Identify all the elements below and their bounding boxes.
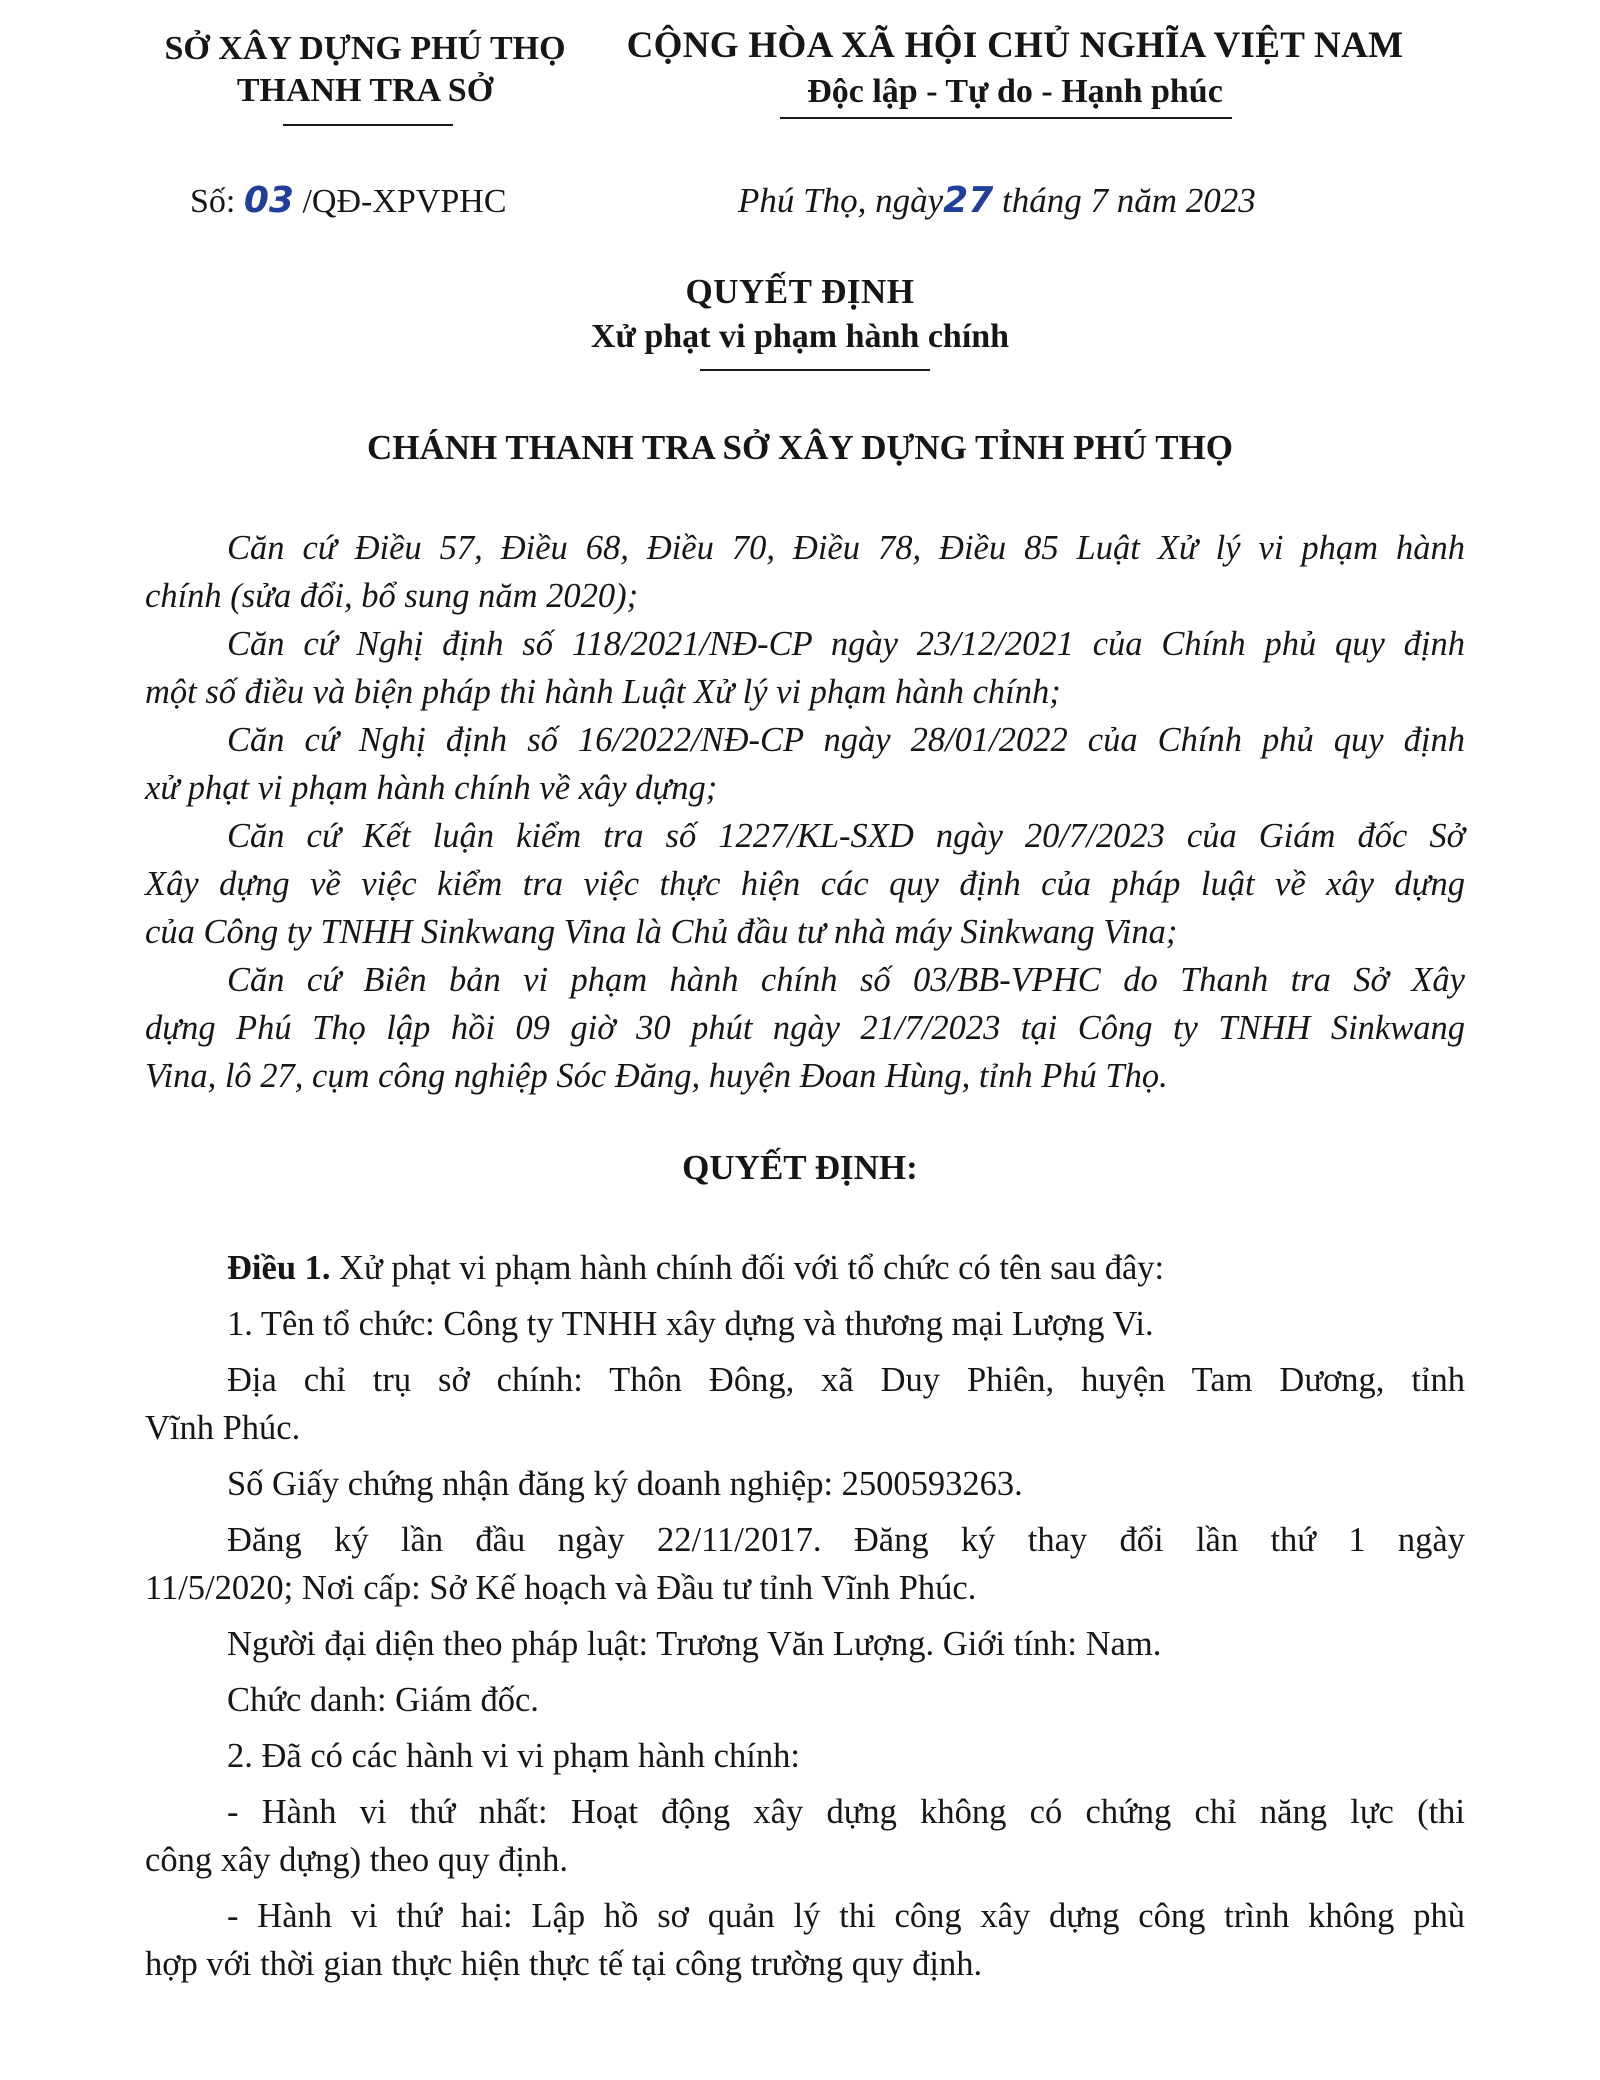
registration-line2: 11/5/2020; Nơi cấp: Sở Kế hoạch và Đầu tư tỉnh Vĩnh Phúc. [145, 1569, 977, 1607]
date-handwritten-day: 27 [943, 180, 994, 221]
legal-representative: Người đại diện theo pháp luật: Trương Văn Lượng. Giới tính: Nam. [227, 1625, 1162, 1663]
reference-number [190, 180, 507, 221]
title-underline [700, 369, 930, 371]
date-suffix: tháng 7 năm 2023 [1002, 181, 1256, 220]
reference-suffix: /QĐ-XPVPHC [302, 183, 507, 220]
document-title: QUYẾT ĐỊNH [685, 272, 915, 311]
violation-1-line2: công xây dựng) theo quy định. [145, 1841, 569, 1879]
legal-basis-5-line1: Căn cứ Biên bản vi phạm hành chính số 03/BB-VPHC do Thanh tra Sở Xây [227, 961, 1465, 999]
legal-basis-1-line2: chính (sửa đổi, bổ sung năm 2020); [145, 577, 639, 615]
org-address-line1: Địa chỉ trụ sở chính: Thôn Đông, xã Duy Phiên, huyện Tam Dương, tỉnh [227, 1361, 1465, 1399]
violation-2-line1: - Hành vi thứ hai: Lập hồ sơ quản lý thi công xây dựng công trình không phù [227, 1897, 1465, 1935]
reference-prefix: Số: [190, 183, 236, 220]
legal-basis-2-line1: Căn cứ Nghị định số 118/2021/NĐ-CP ngày 23/12/2021 của Chính phủ quy định [227, 625, 1465, 663]
agency-underline [283, 124, 453, 126]
nation-name: CỘNG HÒA XÃ HỘI CHỦ NGHĨA VIỆT NAM [626, 25, 1404, 66]
legal-basis-3-line1: Căn cứ Nghị định số 16/2022/NĐ-CP ngày 28/01/2022 của Chính phủ quy định [227, 721, 1465, 759]
agency-name: SỞ XÂY DỰNG PHÚ THỌ [164, 30, 566, 67]
violation-1-line1: - Hành vi thứ nhất: Hoạt động xây dựng không có chứng chỉ năng lực (thi [227, 1793, 1465, 1831]
legal-basis-4-line1: Căn cứ Kết luận kiểm tra số 1227/KL-SXD ngày 20/7/2023 của Giám đốc Sở [227, 817, 1465, 855]
nation-header [620, 22, 1410, 114]
legal-basis-5-line3: Vina, lô 27, cụm công nghiệp Sóc Đăng, huyện Đoan Hùng, tỉnh Phú Thọ. [145, 1057, 1168, 1095]
legal-basis-3-line2: xử phạt vi phạm hành chính về xây dựng; [145, 769, 718, 807]
legal-basis-4-line2: Xây dựng về việc kiểm tra việc thực hiện các quy định của pháp luật về xây dựng [145, 865, 1465, 903]
legal-basis-2-line2: một số điều và biện pháp thi hành Luật Xử lý vi phạm hành chính; [145, 673, 1061, 711]
violation-2-line2: hợp với thời gian thực hiện thực tế tại công trường quy định. [145, 1945, 983, 1983]
registration-line1: Đăng ký lần đầu ngày 22/11/2017. Đăng ký thay đổi lần thứ 1 ngày [227, 1521, 1465, 1559]
representative-position: Chức danh: Giám đốc. [227, 1681, 539, 1719]
date-prefix: Phú Thọ, ngày [738, 181, 944, 220]
agency-unit: THANH TRA SỞ [236, 72, 494, 109]
reference-handwritten-number: 03 [243, 180, 294, 221]
document-date [738, 180, 1256, 221]
business-reg-number: Số Giấy chứng nhận đăng ký doanh nghiệp: 2500593263. [227, 1465, 1023, 1503]
violations-intro: 2. Đã có các hành vi vi phạm hành chính: [227, 1737, 800, 1775]
preamble [145, 524, 1465, 1100]
legal-basis-4-line3: của Công ty TNHH Sinkwang Vina là Chủ đầu tư nhà máy Sinkwang Vina; [145, 913, 1178, 951]
nation-motto: Độc lập - Tự do - Hạnh phúc [807, 73, 1223, 110]
org-name: 1. Tên tổ chức: Công ty TNHH xây dựng và thương mại Lượng Vi. [227, 1305, 1154, 1343]
article-1-label: Điều 1. [227, 1249, 331, 1287]
legal-basis-1-line1: Căn cứ Điều 57, Điều 68, Điều 70, Điều 78, Điều 85 Luật Xử lý vi phạm hành [227, 529, 1465, 567]
article-1-intro: Điều 1. Xử phạt vi phạm hành chính đối với tổ chức có tên sau đây: [227, 1249, 1165, 1287]
decision-heading: QUYẾT ĐỊNH: [682, 1148, 918, 1187]
document-subtitle: Xử phạt vi phạm hành chính [590, 318, 1010, 355]
org-address-line2: Vĩnh Phúc. [145, 1409, 301, 1447]
legal-basis-5-line2: dựng Phú Thọ lập hồi 09 giờ 30 phút ngày 21/7/2023 tại Công ty TNHH Sinkwang [145, 1009, 1465, 1047]
motto-underline [780, 117, 1232, 119]
issuer-title: CHÁNH THANH TRA SỞ XÂY DỰNG TỈNH PHÚ THỌ [366, 428, 1234, 467]
article-1 [145, 1244, 1465, 1988]
agency-header [135, 28, 595, 112]
